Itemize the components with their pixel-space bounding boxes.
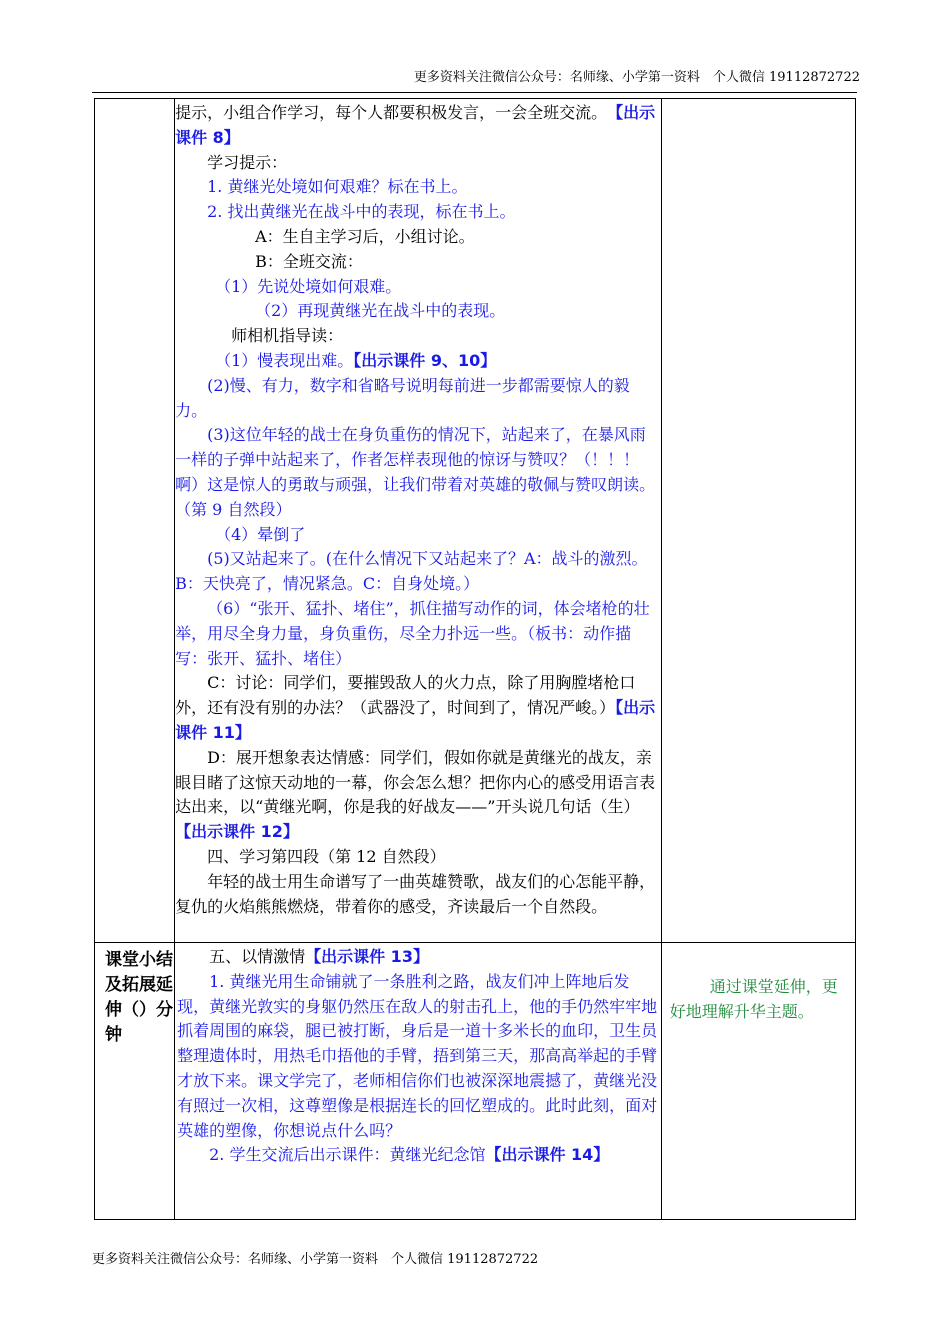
- courseware-tag: 【出示课件 12】: [175, 822, 299, 842]
- section-label-cell: [95, 943, 175, 1220]
- paragraph: （6）“张开、猛扑、堵住”，抓住描写动作的词，体会堵枪的壮举，用尽全身力量，身负重伤，尽全力扑远一些。（板书：动作描写：张开、猛扑、堵住）: [175, 598, 650, 668]
- paragraph: (2)慢、有力，数字和省略号说明每前进一步都需要惊人的毅力。: [175, 375, 630, 420]
- paragraph: B：全班交流：: [255, 251, 363, 271]
- content-cell: [175, 943, 662, 1220]
- paragraph: （4）晕倒了: [215, 524, 306, 544]
- paragraph: 师相机指导读：: [231, 326, 344, 346]
- paragraph: 学习提示：: [207, 152, 288, 172]
- paragraph: 1. 黄继光处境如何艰难？标在书上。: [207, 177, 468, 197]
- table-row: [95, 99, 856, 943]
- courseware-tag: 【出示课件 9、10】: [353, 350, 497, 370]
- table-row: [95, 943, 856, 1220]
- paragraph: 1. 黄继光用生命铺就了一条胜利之路，战友们冲上阵地后发现，黄继光敦实的身躯仍然压在敌人的射击孔上，他的手仍然牢牢地抓着周围的麻袋，腿已被打断，身后是一道十多米长的血印，卫生员整理遗体时，用热毛巾捂他的手臂，捂到第三天，那高高举起的手臂才放下来。课文学完了，老师相信你们也被深深地震撼了，黄继光没有照过一次相，这尊塑像是根据连长的回忆塑成的。此时此刻，面对英雄的塑像，你想说点什么吗？: [177, 971, 658, 1140]
- paragraph: 五、以情激情【出示课件 13】: [209, 947, 429, 966]
- page-footer: 更多资料关注微信公众号：名师缘、小学第一资料 个人微信 19112872722: [92, 1252, 539, 1267]
- courseware-tag: 【出示课件 8】: [175, 103, 656, 147]
- paragraph: A：生自主学习后，小组讨论。: [255, 226, 475, 246]
- courseware-tag: 【出示课件 13】: [305, 947, 429, 966]
- lesson-table: [94, 98, 856, 1220]
- paragraph: （2）再现黄继光在战斗中的表现。: [255, 301, 506, 321]
- paragraph: 提示，小组合作学习，每个人都要积极发言，一会全班交流。 【出示课件 8】: [175, 103, 656, 147]
- paragraph: (3)这位年轻的战士在身负重伤的情况下，站起来了，在暴风雨一样的子弹中站起来了，作者怎样表现他的惊讶与赞叹？（！！！啊）这是惊人的勇敢与顽强，让我们带着对英雄的敬佩与赞叹朗读。（第 9 自然段）: [175, 425, 656, 519]
- section-label-cell: [95, 99, 175, 943]
- paragraph: 四、学习第四段（第 12 自然段）: [207, 846, 446, 866]
- courseware-tag: 【出示课件 14】: [485, 1145, 610, 1165]
- courseware-tag: 【出示课件 11】: [175, 698, 656, 742]
- page-header: 更多资料关注微信公众号：名师缘、小学第一资料 个人微信 19112872722: [413, 70, 860, 85]
- teaching-note: 通过课堂延伸，更好地理解升华主题。: [669, 977, 838, 1021]
- paragraph: （1）慢表现出难。【出示课件 9、10】: [215, 350, 497, 370]
- header-rule: [92, 92, 857, 93]
- content-cell: [175, 99, 662, 943]
- notes-cell: [661, 943, 855, 1220]
- paragraph: C：讨论：同学们，要摧毁敌人的火力点，除了用胸膛堵枪口外，还有没有别的办法？（武器没了，时间到了，情况严峻。）【出示课件 11】: [175, 673, 656, 742]
- paragraph: 2. 找出黄继光在战斗中的表现，标在书上。: [207, 202, 516, 222]
- paragraph: (5)又站起来了。(在什么情况下又站起来了？A：战斗的激烈。B：天快亮了，情况紧急。C：自身处境。）: [175, 549, 648, 594]
- paragraph: 年轻的战士用生命谱写了一曲英雄赞歌，战友们的心怎能平静，复仇的火焰熊熊燃烧，带着你的感受，齐读最后一个自然段。: [175, 871, 656, 916]
- section-label: 课堂小结及拓展延伸（）分钟: [105, 950, 173, 1045]
- paragraph: 2. 学生交流后出示课件：黄继光纪念馆【出示课件 14】: [209, 1145, 610, 1165]
- paragraph: D：展开想象表达情感：同学们，假如你就是黄继光的战友，亲眼目睹了这惊天动地的一幕，你会怎么想？把你内心的感受用语言表达出来，以“黄继光啊，你是我的好战友——”开头说几句话（生）【出示课件 12】: [175, 747, 656, 842]
- paragraph: （1）先说处境如何艰难。: [215, 276, 402, 296]
- notes-cell: [661, 99, 855, 943]
